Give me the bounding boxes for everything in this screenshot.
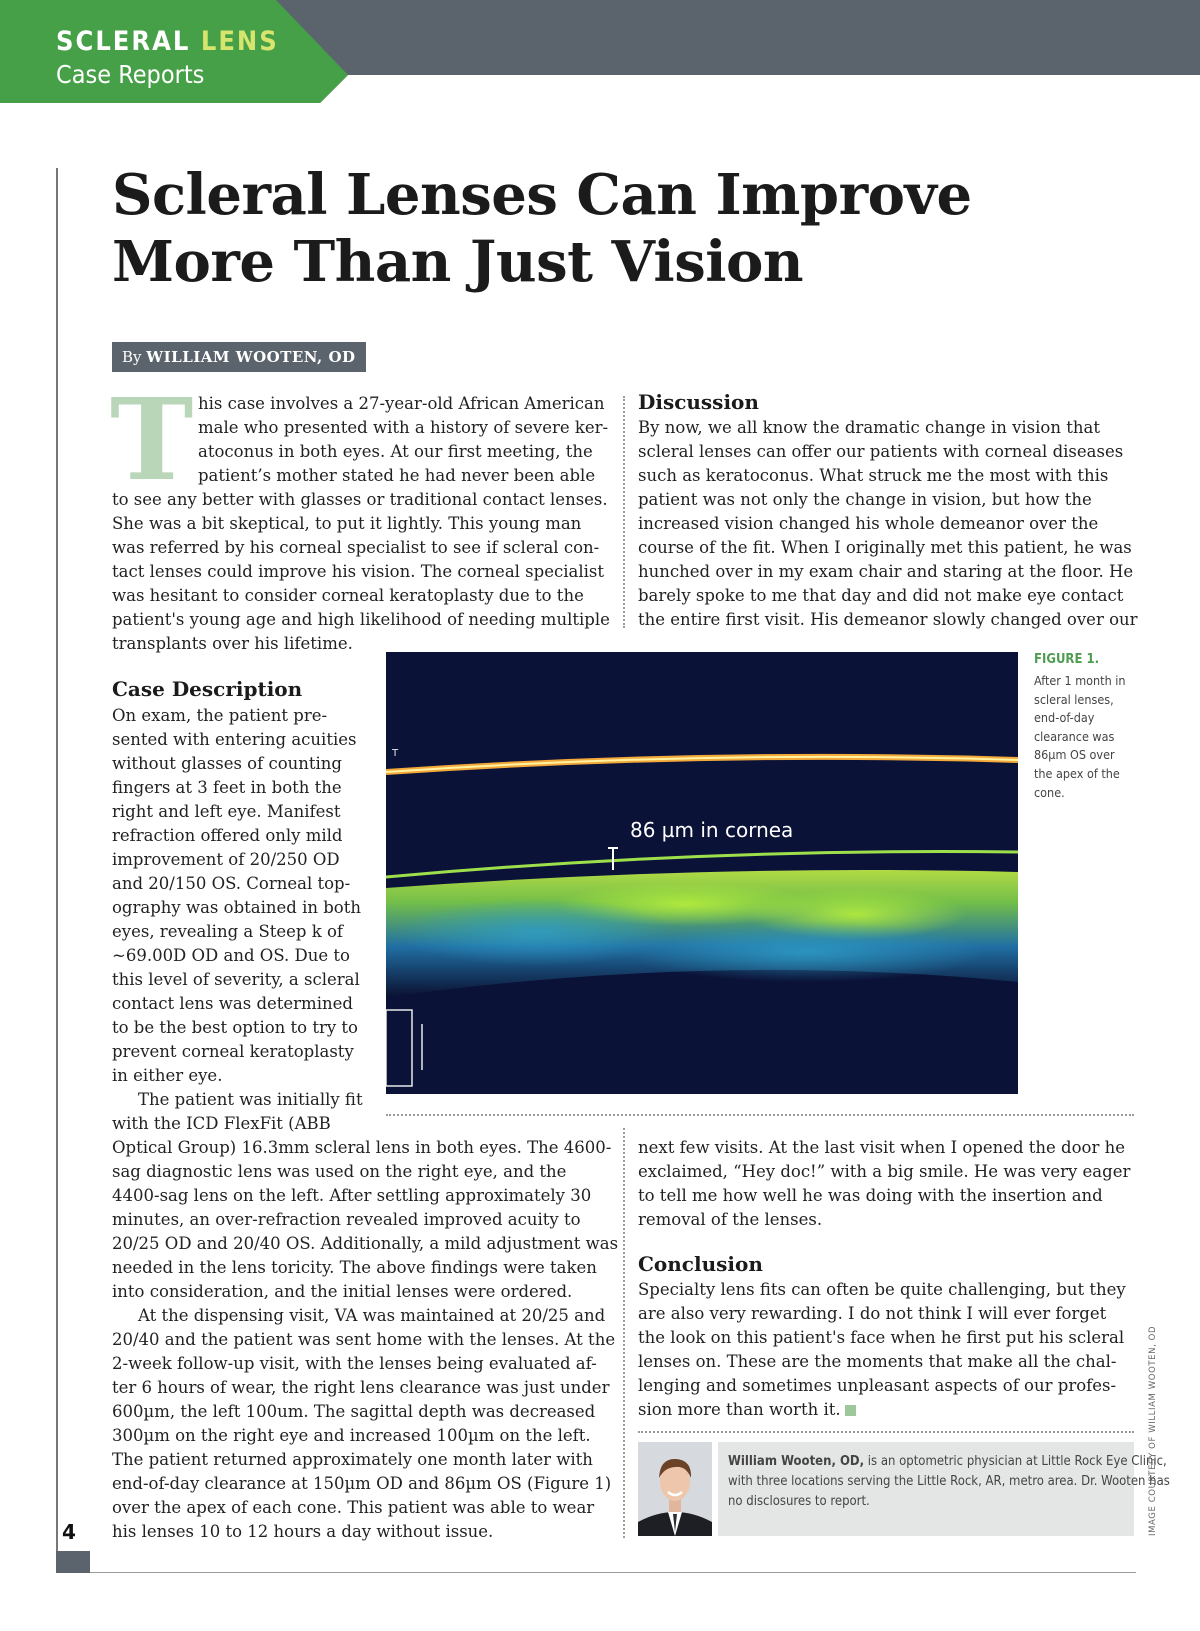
drop-cap: T [110,375,194,506]
figure-rule [386,1114,1134,1116]
discussion-paragraph: By now, we all know the dramatic change in vision that scleral lenses can offer our patients with corneal diseases such as keratoconus. What struck me the most with this patient was not only the change in vision, but how the increased vision changed his whole demeanor over the course of the fit. When I originally met this patient, he was hunched over in my exam chair and staring at the floor. He barely spoke to me that day and did not make eye contact the entire first visit. His demeanor slowly changed over our [638,418,1138,629]
title-line: More Than Just Vision [112,229,804,295]
page-tab [56,1551,90,1573]
end-of-article-mark [845,1405,856,1416]
title-line: Scleral Lenses Can Improve [112,162,972,228]
column-divider [623,396,625,628]
author-bio: William Wooten, OD, is an optometric physician at Little Rock Eye Clinic, with three locations serving the Little Rock, AR, metro area. Dr. Wooten has no disclosures to report. [728,1454,1170,1509]
author-bio-name: William Wooten, OD, [728,1454,865,1469]
author-name: WILLIAM WOOTEN, OD [146,348,356,366]
conclusion-heading: Conclusion [638,1252,763,1276]
case-description-heading: Case Description [112,677,303,701]
svg-text:T: T [392,748,399,759]
measurement-label: 86 µm in cornea [630,818,794,842]
discussion-paragraph-continued: next few visits. At the last visit when I opened the door he exclaimed, “Hey doc!” with a big smile. He was very eager to tell me how well he was doing with the insertion and removal of the lenses. [638,1138,1131,1229]
intro-paragraph-indented: his case involves a 27-year-old African American male who presented with a history of severe ker- atoconus in both eyes. At our first meeting, the patient’s mother stated he had never been able [198,394,609,485]
author-rule [638,1431,1134,1433]
case-paragraph-narrow: On exam, the patient pre- sented with entering acuities without glasses of counting fingers at 3 feet in both the right and left eye. Manifest refraction offered only mild improvement of 20/250 OD and 20/150 OS. Corneal top- ography was obtained in both eyes, revealing a Steep k of ~69.00D OD and OS. Due to this level of severity, a scleral contact lens was determined to be the best option to try to prevent corneal keratoplasty in either eye. The patient was initially fit with the ICD FlexFit (ABB [112,706,363,1133]
section-subtitle: Case Reports [56,60,205,89]
author-photo [638,1442,712,1536]
article-title [112,162,1062,296]
discussion-heading: Discussion [638,390,759,414]
byline: By WILLIAM WOOTEN, OD [112,342,366,372]
figure-caption-label: FIGURE 1. [1034,652,1100,667]
section-name: SCLERAL LENS [56,26,279,57]
column-divider [623,1128,625,1538]
image-credit: IMAGE COURTESY OF WILLIAM WOOTEN, OD [1148,1325,1158,1536]
figure-caption: After 1 month in scleral lenses, end-of-day clearance was 86µm OS over the apex of the cone. [1034,673,1126,800]
left-margin-rule [56,168,58,1557]
oct-scan-image [386,652,1018,1094]
header-band [260,0,1200,75]
intro-paragraph: to see any better with glasses or traditional contact lenses. She was a bit skeptical, to put it lightly. This young man was referred by his corneal specialist to see if scleral con- tact lenses could improve his vision. The corneal specialist was hesitant to consider corneal keratoplasty due to the patient's young age and high likelihood of needing multiple transplants over his lifetime. [112,490,610,653]
bottom-rule [56,1572,1136,1573]
case-paragraph-wide: Optical Group) 16.3mm scleral lens in both eyes. The 4600- sag diagnostic lens was used on the right eye, and the 4400-sag lens on the left. After settling approximately 30 minutes, an over-refraction revealed improved acuity to 20/25 OD and 20/40 OS. Additionally, a mild adjustment was needed in the lens toricity. The above findings were taken into consideration, and the initial lenses were ordered. At the dispensing visit, VA was maintained at 20/25 and 20/40 and the patient was sent home with the lenses. At the 2-week follow-up visit, with the lenses being evaluated af- ter 6 hours of wear, the right lens clearance was just under 600µm, the left 100um. The sagittal depth was decreased 300µm on the right eye and increased 100µm on the left. The patient returned approximately one month later with end-of-day clearance at 150µm OD and 86µm OS (Figure 1) over the apex of each cone. This patient was able to wear his lenses 10 to 12 hours a day without issue. [112,1138,619,1541]
page-number: 4 [62,1520,76,1544]
conclusion-paragraph: Specialty lens fits can often be quite challenging, but they are also very rewarding. I do not think I will ever forget the look on this patient's face when he first put his scleral lenses on. These are the moments that make all the chal- lenging and sometimes unpleasant aspects of our profes- sion more than worth it. [638,1280,1126,1419]
